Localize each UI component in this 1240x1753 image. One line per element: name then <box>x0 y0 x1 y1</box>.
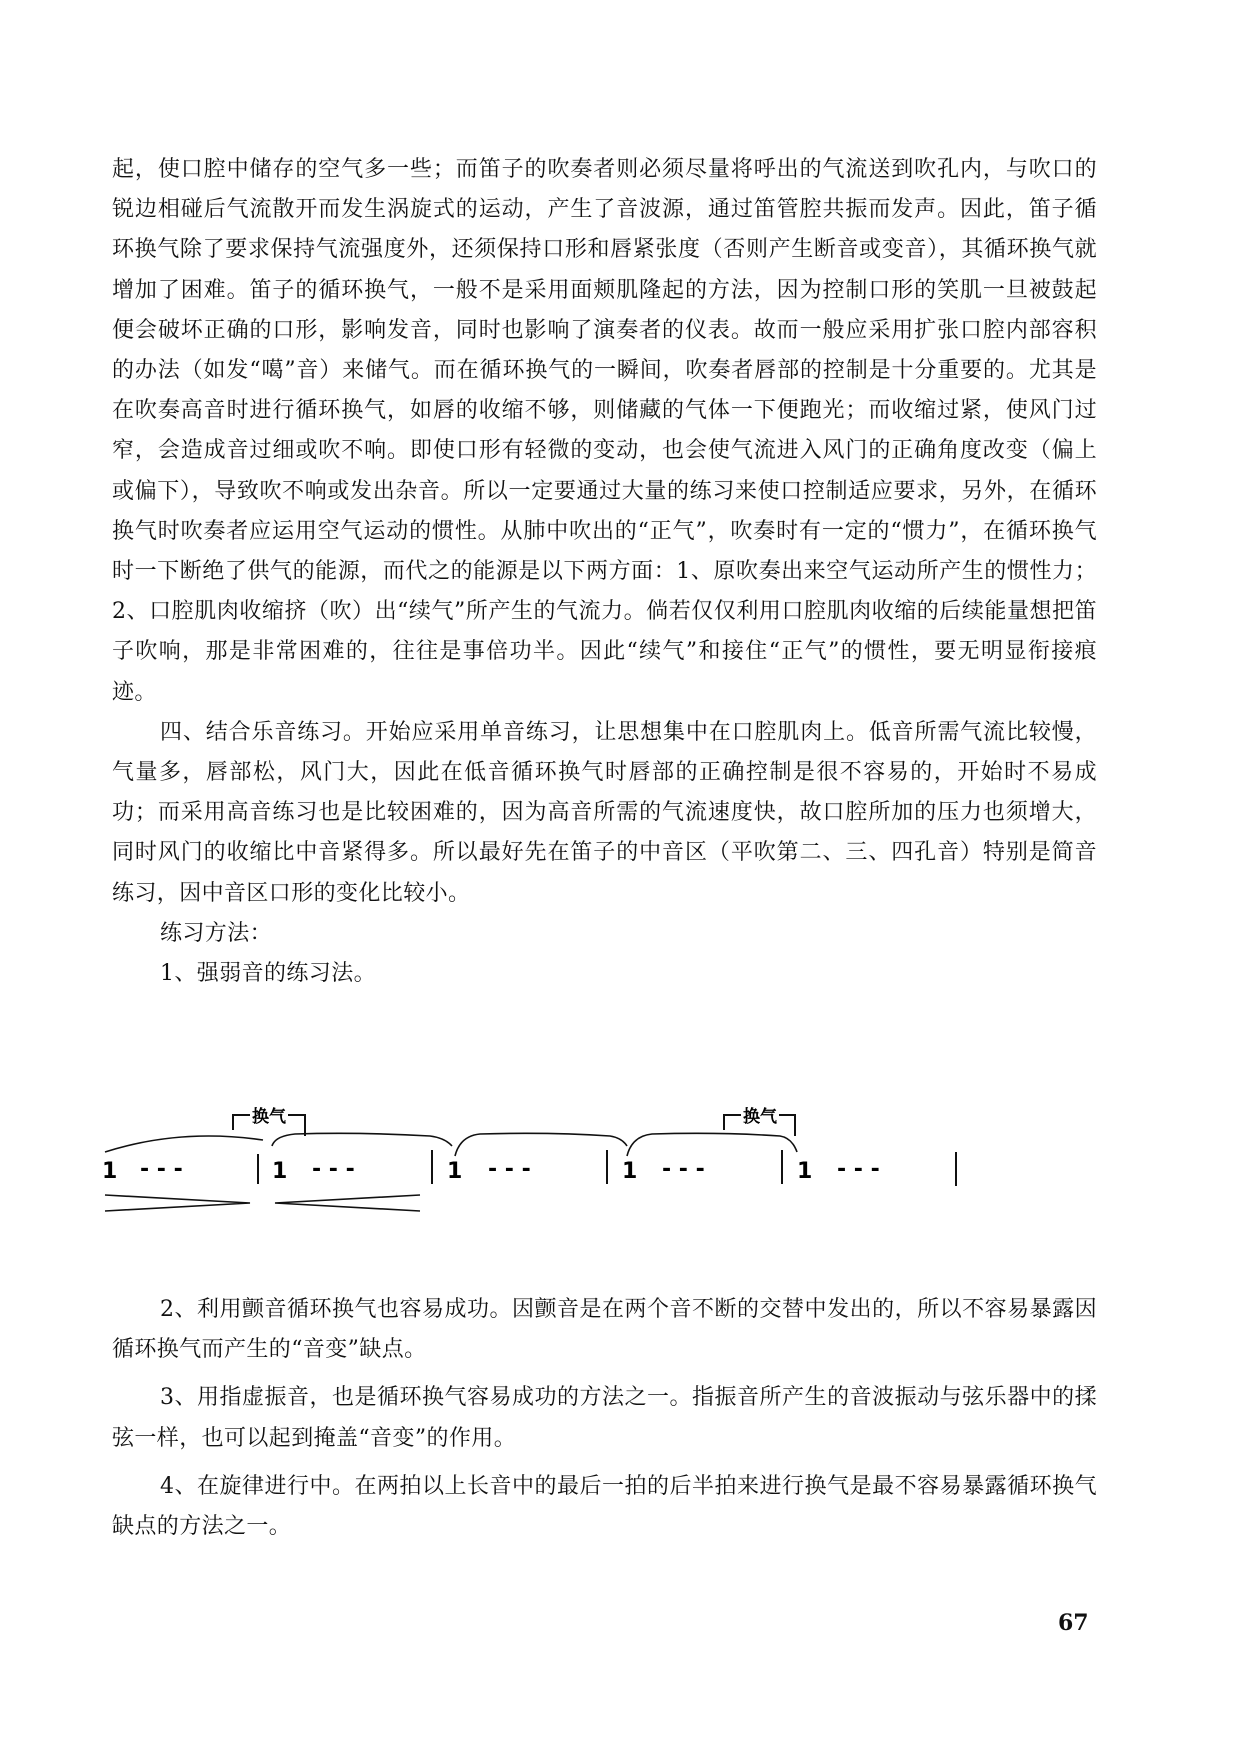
decrescendo-hairpin <box>105 1195 250 1211</box>
note-3: 1 <box>447 1159 463 1184</box>
dashes-4: - - - <box>662 1157 705 1182</box>
dashes-3: - - - <box>488 1157 531 1182</box>
crescendo-hairpin <box>275 1195 420 1211</box>
breath-mark-1 <box>233 1106 305 1136</box>
method-four: 4、在旋律进行中。在两拍以上长音中的最后一拍的后半拍来进行换气是最不容易暴露循环换气缺点的方法之一。 <box>112 1473 1097 1540</box>
dashes-1: - - - <box>140 1157 183 1182</box>
slur-3 <box>455 1133 627 1156</box>
method-one: 1、强弱音的练习法。 <box>160 961 376 987</box>
note-1: 1 <box>102 1159 118 1184</box>
note-5: 1 <box>797 1159 813 1184</box>
note-4: 1 <box>622 1159 638 1184</box>
method-three: 3、用指虚振音，也是循环换气容易成功的方法之一。指振音所产生的音波振动与弦乐器中的揉弦一样，也可以起到掩盖“音变”的作用。 <box>112 1385 1097 1451</box>
slur-4 <box>627 1133 797 1156</box>
slur-2 <box>272 1133 452 1146</box>
practice-heading: 练习方法： <box>160 920 273 946</box>
page-number: 67 <box>1058 1610 1089 1636</box>
method-two: 2、利用颤音循环换气也容易成功。因颤音是在两个音不断的交替中发出的，所以不容易暴露因循环换气而产生的“音变”缺点。 <box>112 1297 1097 1363</box>
lower-text <box>112 1290 1097 1555</box>
paragraph-four: 四、结合乐音练习。开始应采用单音练习，让思想集中在口腔肌肉上。低音所需气流比较慢，气量多，唇部松，风门大，因此在低音循环换气时唇部的正确控制是很不容易的，开始时不易成功；而采用高音练习也是比较困难的，因为高音所需的气流速度快，故口腔所加的压力也须增大，同时风门的收缩比中音紧得多。所以最好先在笛子的中音区（平吹第二、三、四孔音）特别是简音练习，因中音区口形的变化比较小。 <box>112 719 1097 906</box>
breath-label-1: 换气 <box>252 1107 286 1127</box>
dashes-5: - - - <box>837 1157 880 1182</box>
breath-label-2: 换气 <box>743 1107 777 1127</box>
note-2: 1 <box>272 1159 288 1184</box>
dashes-2: - - - <box>312 1157 355 1182</box>
slur-1 <box>105 1136 263 1152</box>
main-text <box>112 150 1097 994</box>
notation-svg <box>100 1100 1100 1260</box>
paragraph-continuation: 起，使口腔中储存的空气多一些；而笛子的吹奏者则必须尽量将呼出的气流送到吹孔内，与吹口的锐边相碰后气流散开而发生涡旋式的运动，产生了音波源，通过笛管腔共振而发声。因此，笛子循环换气除了要求保持气流强度外，还须保持口形和唇紧张度（否则产生断音或变音），其循环换气就增加了困难。笛子的循环换气，一般不是采用面颊肌隆起的方法，因为控制口形的笑肌一旦被鼓起便会破坏正确的口形，影响发音，同时也影响了演奏者的仪表。故而一般应采用扩张口腔内部容积的办法（如发“噶”音）来储气。而在循环换气的一瞬间，吹奏者唇部的控制是十分重要的。尤其是在吹奏高音时进行循环换气，如唇的收缩不够，则储藏的气体一下便跑光；而收缩过紧，使风门过窄，会造成音过细或吹不响。即使口形有轻微的变动，也会使气流进入风门的正确角度改变（偏上或偏下），导致吹不响或发出杂音。所以一定要通过大量的练习来使口控制适应要求，另外，在循环换气时吹奏者应运用空气运动的惯性。从肺中吹出的“正气”，吹奏时有一定的“惯力”，在循环换气时一下断绝了供气的能源，而代之的能源是以下两方面：1、原吹奏出来空气运动所产生的惯性力；2、口腔肌肉收缩挤（吹）出“续气”所产生的气流力。倘若仅仅利用口腔肌肉收缩的后续能量想把笛子吹响，那是非常困难的，往往是事倍功半。因此“续气”和接住“正气”的惯性，要无明显衔接痕迹。 <box>112 157 1097 705</box>
jianpu-notation <box>100 1100 1100 1260</box>
breath-mark-2 <box>724 1106 795 1136</box>
